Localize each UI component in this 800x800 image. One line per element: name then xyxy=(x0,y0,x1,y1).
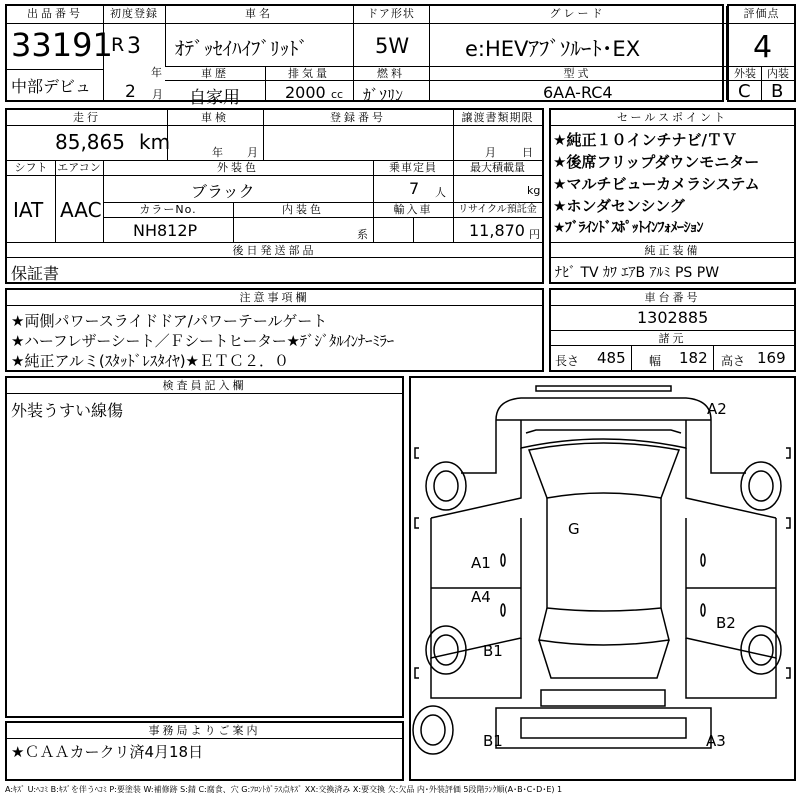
inspector-label: 検査員記入欄 xyxy=(7,378,402,394)
model-label: 型式 xyxy=(429,66,726,81)
exterior-color: ブラック xyxy=(191,182,255,201)
capacity: 7 xyxy=(409,179,420,198)
rear-bumper xyxy=(496,708,711,748)
vehicle-header-box xyxy=(5,4,724,108)
details-box xyxy=(5,108,544,284)
sales-point-item: ★後席フリップダウンモニター xyxy=(553,153,760,171)
note-line: ★ハーフレザーシート／Ｆシートヒーター★ﾃﾞｼﾞﾀﾙｲﾝﾅｰﾐﾗｰ xyxy=(11,332,394,350)
ac-label: エアコン xyxy=(55,160,103,176)
dims-label: 諸元 xyxy=(551,330,794,346)
color-no: NH812P xyxy=(133,221,198,240)
sales-point-item: ★ホンダセンシング xyxy=(553,197,685,215)
windshield xyxy=(529,443,679,498)
grade-label: グレード xyxy=(429,6,726,24)
notes-label: 注意事項欄 xyxy=(7,290,542,306)
mileage-label: 走行 xyxy=(7,110,167,126)
ac: AAC xyxy=(60,198,102,222)
fuel: ｶﾞｿﾘﾝ xyxy=(363,86,404,105)
score-label: 評価点 xyxy=(729,6,794,24)
office-text: ★ＣＡＡカークリ済4月18日 xyxy=(11,743,204,761)
recycle-label: リサイクル預託金 xyxy=(453,202,542,218)
damage-mark-a1: A1 xyxy=(471,554,491,572)
era: R xyxy=(111,34,125,56)
load-unit: kg xyxy=(527,184,541,197)
top-roof-bar xyxy=(536,386,671,391)
chassis-no: 1302885 xyxy=(637,308,709,327)
load-label: 最大積載量 xyxy=(453,160,542,176)
history: 自家用 xyxy=(189,88,240,108)
recycle-unit: 円 xyxy=(529,228,540,241)
sales-point-item: ★ﾌﾞﾗｲﾝﾄﾞｽﾎﾟｯﾄｲﾝﾌｫﾒｰｼｮﾝ xyxy=(553,220,704,236)
hood xyxy=(521,420,686,448)
office-label: 事務局よりご案内 xyxy=(7,723,402,739)
sales-point-item: ★純正１０インチナビ/ＴＶ xyxy=(553,131,737,149)
shift: IAT xyxy=(13,198,44,222)
door-label: ドア形状 xyxy=(353,6,429,24)
color-label: 外装色 xyxy=(103,160,373,176)
legend: A:ｷｽﾞ U:ﾍｺﾐ B:ｷｽﾞを伴うﾍｺﾐ P:要塗装 W:補修跡 S:錆 C:腐食、穴 G:ﾌﾛﾝﾄｶﾞﾗｽ点ｷｽﾞ XX:交換済み X:要交換 欠:欠品 内･外装評価 5段階ﾗﾝｸ順(A･B･C･D･E) 1 xyxy=(5,785,563,794)
capacity-label: 乗車定員 xyxy=(373,160,453,176)
displacement-label: 排気量 xyxy=(265,66,353,81)
venue: 中部デビュ xyxy=(7,69,103,100)
notes-box xyxy=(5,288,544,372)
first-reg-label: 初度登録 xyxy=(103,6,165,24)
displacement: 2000 xyxy=(285,83,326,102)
equipment: ﾅﾋﾞ TV ｶﾜ ｴｱB ｱﾙﾐ PS PW xyxy=(555,265,720,281)
equipment-label: 純正装備 xyxy=(551,242,794,258)
wheel-rear-right xyxy=(741,626,781,674)
car-diagram xyxy=(411,378,794,779)
damage-mark-a2: A2 xyxy=(707,400,727,418)
transfer-label: 譲渡書類期限 xyxy=(453,110,542,126)
inspection-year-unit: 年 xyxy=(212,146,223,159)
spare-wheel xyxy=(413,706,453,754)
wheel-rear-left xyxy=(426,626,466,674)
history-label: 車歴 xyxy=(165,66,265,81)
length: 485 xyxy=(597,349,626,367)
model: 6AA-RC4 xyxy=(543,83,613,102)
transfer-month-unit: 月 xyxy=(485,146,496,159)
chassis-box xyxy=(549,288,796,372)
length-label: 長さ xyxy=(555,354,580,368)
rear-window xyxy=(539,608,669,645)
sales-points-label: セールスポイント xyxy=(551,110,794,126)
exterior-grade: C xyxy=(738,81,751,102)
reg-year: 3 xyxy=(127,34,141,59)
inspection-month-unit: 月 xyxy=(247,146,258,159)
int-color-label: 内装色 xyxy=(233,202,373,218)
year-unit: 年 xyxy=(151,66,162,79)
later-docs-label: 後日発送部品 xyxy=(7,242,542,258)
damage-mark-a3: A3 xyxy=(706,732,726,750)
height: 169 xyxy=(757,349,786,367)
note-line: ★両側パワースライドドア/パワーテールゲート xyxy=(11,312,328,330)
month-unit: 月 xyxy=(152,88,163,101)
transfer-day-unit: 日 xyxy=(522,146,533,159)
rear-bumper-top xyxy=(541,690,665,706)
score-box xyxy=(727,4,796,102)
door-type: 5W xyxy=(375,34,410,58)
int-color-unit: 系 xyxy=(357,228,368,241)
reg-month: 2 xyxy=(125,82,136,102)
car-name-label: 車名 xyxy=(165,6,353,24)
sales-points-box xyxy=(549,108,796,284)
inspector-box xyxy=(5,376,404,718)
color-no-label: カラーNo. xyxy=(103,202,233,218)
front-bumper xyxy=(496,398,711,420)
import-label: 輸入車 xyxy=(373,202,453,218)
recycle-fee: 11,870 xyxy=(469,221,525,240)
inspector-text: 外装うすい線傷 xyxy=(11,401,124,420)
damage-mark-b1-rear: B1 xyxy=(483,732,503,750)
later-docs: 保証書 xyxy=(11,264,60,283)
damage-mark-b1: B1 xyxy=(483,642,503,660)
grade: e:HEVｱﾌﾞｿﾙｰﾄ･EX xyxy=(465,37,641,61)
exterior-label: 外装 xyxy=(729,66,762,81)
capacity-unit: 人 xyxy=(435,186,446,199)
interior-grade: B xyxy=(771,81,784,102)
inspection-label: 車検 xyxy=(167,110,263,126)
interior-label: 内装 xyxy=(762,66,794,81)
mileage: 85,865 xyxy=(55,130,125,154)
roof xyxy=(547,498,661,611)
height-label: 高さ xyxy=(721,354,746,368)
car-diagram-box xyxy=(409,376,796,781)
lot-no-label: 出品番号 xyxy=(7,6,103,24)
wheel-front-left xyxy=(426,462,466,510)
fuel-label: 燃料 xyxy=(353,66,429,81)
mileage-unit: km xyxy=(139,130,171,154)
width-label: 幅 xyxy=(649,354,662,368)
damage-mark-b2: B2 xyxy=(716,614,736,632)
chassis-label: 車台番号 xyxy=(551,290,794,306)
damage-mark-g: G xyxy=(568,520,580,538)
wheel-front-right xyxy=(741,462,781,510)
score: 4 xyxy=(753,30,773,65)
sales-point-item: ★マルチビューカメラシステム xyxy=(553,175,760,193)
shift-label: シフト xyxy=(7,160,55,176)
width: 182 xyxy=(679,349,708,367)
displacement-unit: cc xyxy=(331,88,344,101)
damage-mark-a4: A4 xyxy=(471,588,491,606)
note-line: ★純正アルミ(ｽﾀｯﾄﾞﾚｽﾀｲﾔ)★ＥＴＣ２．０ xyxy=(11,352,290,370)
reg-no-label: 登録番号 xyxy=(263,110,453,126)
car-name: ｵﾃﾞｯｾｲﾊｲﾌﾞﾘｯﾄﾞ xyxy=(175,38,309,60)
lot-no: 33191 xyxy=(11,26,113,64)
office-box xyxy=(5,721,404,781)
